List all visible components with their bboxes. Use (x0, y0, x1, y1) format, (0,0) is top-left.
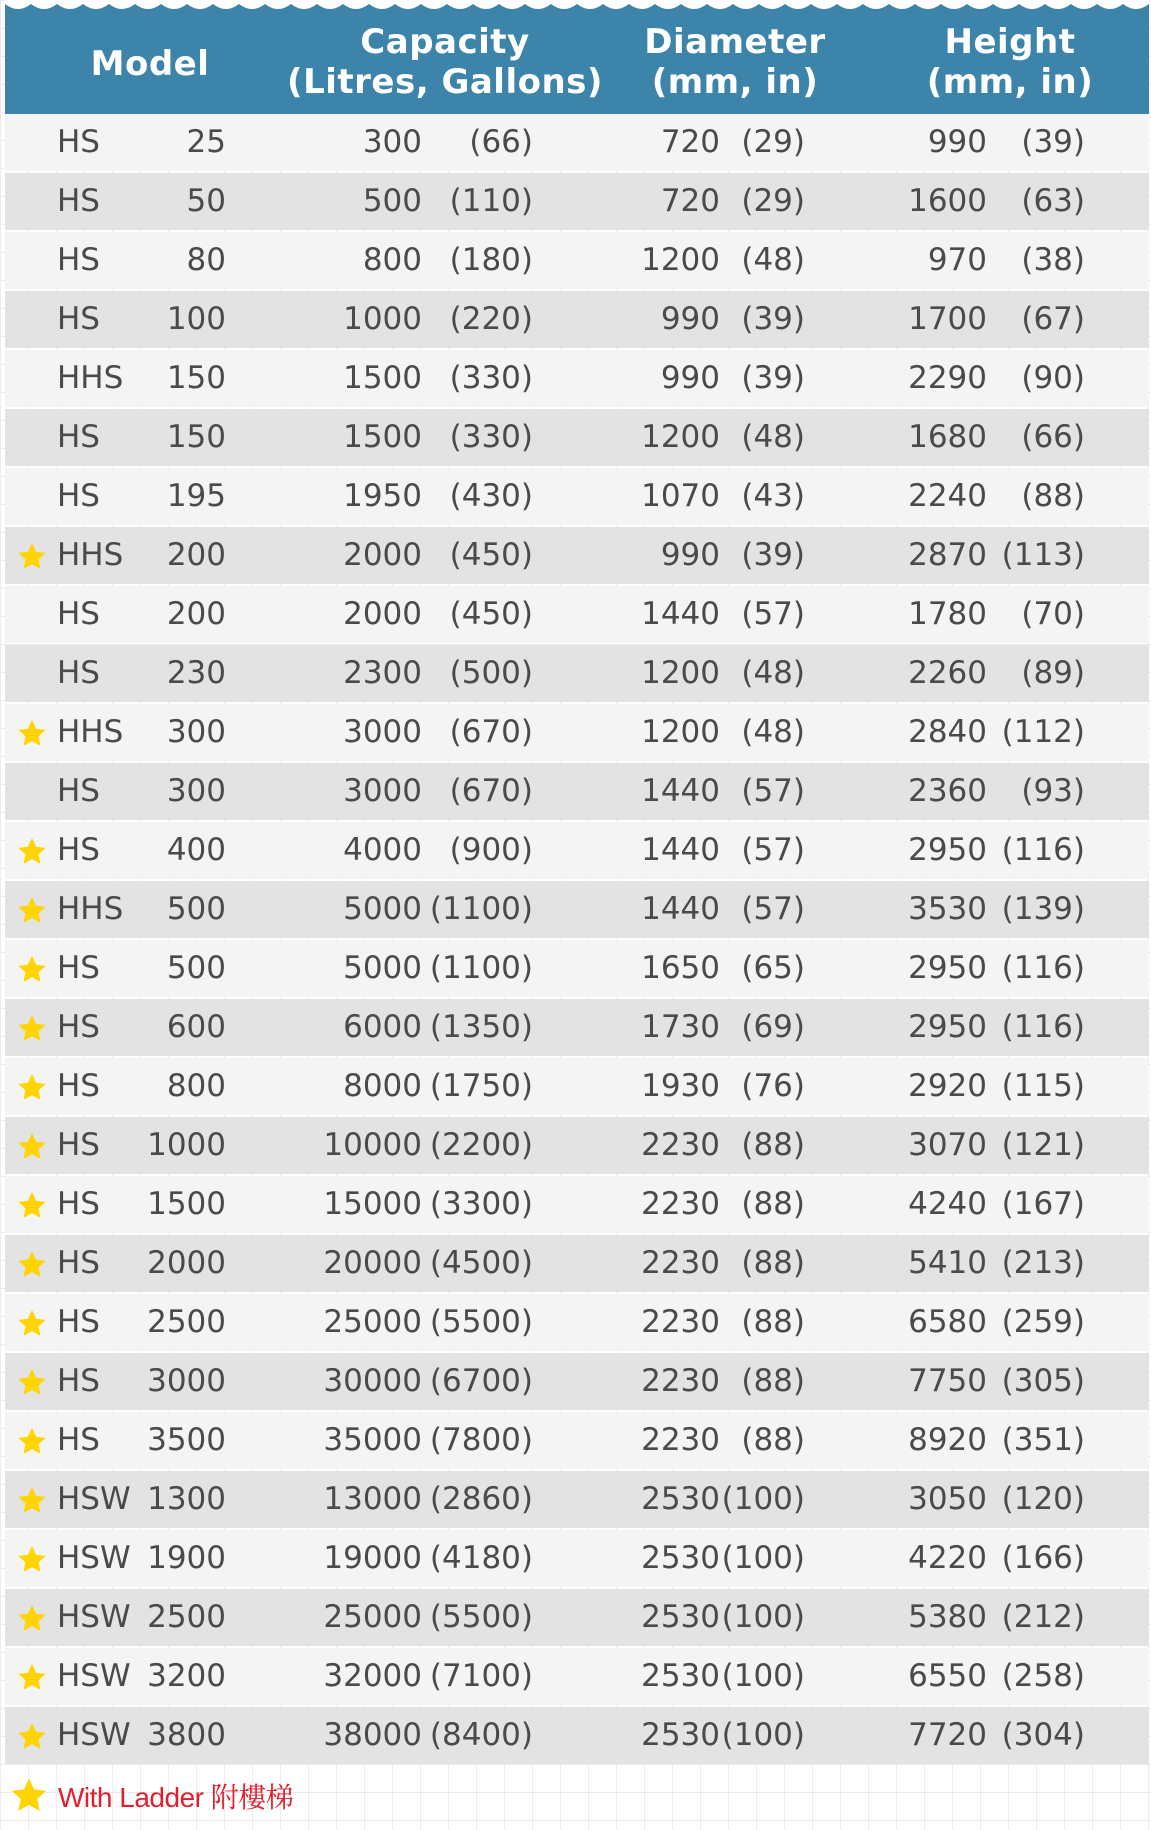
capacity-gallons: (670) (449, 773, 533, 809)
diameter-in: (65) (741, 950, 805, 986)
star-icon (15, 1190, 49, 1222)
diameter-in: (100) (721, 1540, 805, 1576)
table-row (5, 1530, 1149, 1587)
capacity-litres: 500 (362, 183, 422, 219)
height-in: (67) (1021, 301, 1085, 337)
diameter-mm: 720 (660, 124, 720, 160)
model-prefix: HSW (57, 1599, 131, 1635)
capacity-litres: 5000 (343, 950, 422, 986)
model-prefix: HSW (57, 1540, 131, 1576)
star-icon (15, 1367, 49, 1399)
model-prefix: HSW (57, 1481, 131, 1517)
height-in: (66) (1021, 419, 1085, 455)
capacity-litres: 20000 (323, 1245, 422, 1281)
table-row (5, 704, 1149, 761)
model-prefix: HS (57, 1127, 100, 1163)
height-mm: 7750 (908, 1363, 987, 1399)
capacity-gallons: (7100) (429, 1658, 533, 1694)
model-number: 1300 (147, 1481, 226, 1517)
capacity-gallons: (66) (469, 124, 533, 160)
capacity-litres: 800 (362, 242, 422, 278)
capacity-litres: 2300 (343, 655, 422, 691)
model-prefix: HS (57, 950, 100, 986)
capacity-litres: 19000 (323, 1540, 422, 1576)
header-capacity-units: (Litres, Gallons) (287, 62, 603, 102)
capacity-gallons: (110) (449, 183, 533, 219)
table-row (5, 232, 1149, 289)
diameter-mm: 2530 (641, 1717, 720, 1753)
model-number: 80 (186, 242, 226, 278)
diameter-mm: 720 (660, 183, 720, 219)
model-prefix: HS (57, 419, 100, 455)
star-icon (15, 1249, 49, 1281)
diameter-in: (100) (721, 1599, 805, 1635)
diameter-mm: 990 (660, 301, 720, 337)
capacity-litres: 25000 (323, 1599, 422, 1635)
capacity-gallons: (180) (449, 242, 533, 278)
header-diameter-units: (mm, in) (651, 62, 819, 102)
table-row (5, 350, 1149, 407)
model-prefix: HS (57, 1009, 100, 1045)
model-prefix: HS (57, 832, 100, 868)
diameter-mm: 2230 (641, 1245, 720, 1281)
table-header (5, 0, 1149, 114)
capacity-gallons: (7800) (429, 1422, 533, 1458)
diameter-in: (88) (741, 1422, 805, 1458)
star-icon (15, 895, 49, 927)
table-row (5, 1471, 1149, 1528)
height-mm: 5380 (908, 1599, 987, 1635)
diameter-in: (100) (721, 1717, 805, 1753)
model-number: 2500 (147, 1304, 226, 1340)
diameter-in: (29) (741, 124, 805, 160)
diameter-mm: 990 (660, 360, 720, 396)
height-in: (116) (1001, 1009, 1085, 1045)
model-number: 3500 (147, 1422, 226, 1458)
diameter-in: (39) (741, 537, 805, 573)
model-number: 1500 (147, 1186, 226, 1222)
height-in: (120) (1001, 1481, 1085, 1517)
capacity-gallons: (5500) (429, 1304, 533, 1340)
table-row (5, 1117, 1149, 1174)
header-model: Model (90, 44, 210, 84)
height-in: (116) (1001, 832, 1085, 868)
model-prefix: HS (57, 1363, 100, 1399)
height-mm: 2920 (908, 1068, 987, 1104)
diameter-in: (88) (741, 1245, 805, 1281)
height-mm: 3070 (908, 1127, 987, 1163)
model-number: 500 (166, 950, 226, 986)
header-diameter-title: Diameter (644, 22, 826, 62)
height-in: (305) (1001, 1363, 1085, 1399)
model-number: 300 (166, 714, 226, 750)
header-diameter (615, 22, 855, 102)
model-prefix: HS (57, 1422, 100, 1458)
height-in: (258) (1001, 1658, 1085, 1694)
model-number: 300 (166, 773, 226, 809)
height-mm: 2260 (908, 655, 987, 691)
model-number: 195 (166, 478, 226, 514)
header-height-units: (mm, in) (926, 62, 1094, 102)
capacity-litres: 8000 (343, 1068, 422, 1104)
diameter-in: (29) (741, 183, 805, 219)
capacity-gallons: (1100) (429, 950, 533, 986)
height-in: (70) (1021, 596, 1085, 632)
model-prefix: HHS (57, 714, 124, 750)
diameter-in: (48) (741, 655, 805, 691)
capacity-gallons: (3300) (429, 1186, 533, 1222)
height-mm: 970 (927, 242, 987, 278)
height-mm: 5410 (908, 1245, 987, 1281)
capacity-litres: 2000 (343, 596, 422, 632)
model-number: 3000 (147, 1363, 226, 1399)
star-icon (15, 1544, 49, 1576)
height-mm: 2950 (908, 950, 987, 986)
diameter-in: (57) (741, 773, 805, 809)
model-number: 100 (166, 301, 226, 337)
star-icon (15, 1662, 49, 1694)
table-row (5, 1176, 1149, 1233)
capacity-litres: 30000 (323, 1363, 422, 1399)
height-in: (112) (1001, 714, 1085, 750)
model-prefix: HS (57, 183, 100, 219)
diameter-in: (100) (721, 1481, 805, 1517)
capacity-litres: 1000 (343, 301, 422, 337)
model-prefix: HS (57, 596, 100, 632)
diameter-in: (48) (741, 714, 805, 750)
diameter-mm: 1440 (641, 596, 720, 632)
header-capacity-title: Capacity (360, 22, 530, 62)
height-mm: 1600 (908, 183, 987, 219)
model-prefix: HS (57, 1186, 100, 1222)
diameter-in: (39) (741, 360, 805, 396)
table-row (5, 114, 1149, 171)
height-in: (304) (1001, 1717, 1085, 1753)
model-number: 600 (166, 1009, 226, 1045)
table-row (5, 291, 1149, 348)
capacity-gallons: (900) (449, 832, 533, 868)
model-prefix: HS (57, 1304, 100, 1340)
model-number: 2000 (147, 1245, 226, 1281)
legend (8, 1770, 293, 1822)
diameter-mm: 990 (660, 537, 720, 573)
diameter-mm: 2530 (641, 1540, 720, 1576)
diameter-mm: 2530 (641, 1481, 720, 1517)
height-in: (38) (1021, 242, 1085, 278)
capacity-litres: 6000 (343, 1009, 422, 1045)
diameter-in: (43) (741, 478, 805, 514)
model-number: 230 (166, 655, 226, 691)
capacity-litres: 13000 (323, 1481, 422, 1517)
model-number: 1900 (147, 1540, 226, 1576)
capacity-gallons: (1350) (429, 1009, 533, 1045)
capacity-gallons: (1100) (429, 891, 533, 927)
table-row (5, 1648, 1149, 1705)
height-mm: 4220 (908, 1540, 987, 1576)
diameter-mm: 2230 (641, 1304, 720, 1340)
model-prefix: HS (57, 655, 100, 691)
diameter-mm: 2530 (641, 1599, 720, 1635)
capacity-litres: 3000 (343, 773, 422, 809)
capacity-gallons: (4500) (429, 1245, 533, 1281)
model-prefix: HSW (57, 1717, 131, 1753)
height-in: (121) (1001, 1127, 1085, 1163)
height-in: (63) (1021, 183, 1085, 219)
capacity-litres: 10000 (323, 1127, 422, 1163)
diameter-in: (69) (741, 1009, 805, 1045)
model-prefix: HHS (57, 360, 124, 396)
star-icon (15, 1308, 49, 1340)
diameter-in: (48) (741, 242, 805, 278)
diameter-mm: 1200 (641, 242, 720, 278)
model-number: 1000 (147, 1127, 226, 1163)
star-icon (15, 1426, 49, 1458)
star-icon (15, 1072, 49, 1104)
model-number: 150 (166, 360, 226, 396)
height-in: (113) (1001, 537, 1085, 573)
height-mm: 3050 (908, 1481, 987, 1517)
height-mm: 7720 (908, 1717, 987, 1753)
diameter-in: (88) (741, 1127, 805, 1163)
star-icon (15, 1013, 49, 1045)
capacity-gallons: (1750) (429, 1068, 533, 1104)
height-mm: 6580 (908, 1304, 987, 1340)
height-in: (351) (1001, 1422, 1085, 1458)
capacity-litres: 300 (362, 124, 422, 160)
diameter-mm: 2230 (641, 1186, 720, 1222)
height-in: (93) (1021, 773, 1085, 809)
capacity-litres: 32000 (323, 1658, 422, 1694)
model-number: 500 (166, 891, 226, 927)
capacity-gallons: (670) (449, 714, 533, 750)
diameter-mm: 2530 (641, 1658, 720, 1694)
diameter-in: (88) (741, 1186, 805, 1222)
model-number: 3800 (147, 1717, 226, 1753)
capacity-gallons: (450) (449, 537, 533, 573)
capacity-gallons: (6700) (429, 1363, 533, 1399)
capacity-gallons: (450) (449, 596, 533, 632)
capacity-gallons: (330) (449, 360, 533, 396)
capacity-litres: 4000 (343, 832, 422, 868)
height-in: (166) (1001, 1540, 1085, 1576)
model-number: 50 (186, 183, 226, 219)
diameter-in: (57) (741, 891, 805, 927)
table-row (5, 173, 1149, 230)
height-mm: 8920 (908, 1422, 987, 1458)
capacity-gallons: (8400) (429, 1717, 533, 1753)
star-icon (15, 1131, 49, 1163)
capacity-gallons: (430) (449, 478, 533, 514)
height-mm: 2240 (908, 478, 987, 514)
height-in: (39) (1021, 124, 1085, 160)
diameter-mm: 1730 (641, 1009, 720, 1045)
capacity-gallons: (2200) (429, 1127, 533, 1163)
height-mm: 2290 (908, 360, 987, 396)
table-row (5, 1235, 1149, 1292)
diameter-in: (76) (741, 1068, 805, 1104)
table-row (5, 763, 1149, 820)
height-mm: 1680 (908, 419, 987, 455)
table-row (5, 409, 1149, 466)
table-row (5, 1294, 1149, 1351)
star-icon (15, 1721, 49, 1753)
header-height-title: Height (944, 22, 1076, 62)
table-row (5, 822, 1149, 879)
height-in: (88) (1021, 478, 1085, 514)
capacity-gallons: (500) (449, 655, 533, 691)
table-row (5, 1412, 1149, 1469)
legend-text: With Ladder 附樓梯 (58, 1782, 294, 1813)
table-row (5, 468, 1149, 525)
height-mm: 2950 (908, 832, 987, 868)
star-icon (15, 836, 49, 868)
height-in: (89) (1021, 655, 1085, 691)
capacity-litres: 15000 (323, 1186, 422, 1222)
diameter-in: (57) (741, 596, 805, 632)
table-row (5, 1353, 1149, 1410)
diameter-in: (39) (741, 301, 805, 337)
capacity-gallons: (4180) (429, 1540, 533, 1576)
diameter-mm: 2230 (641, 1127, 720, 1163)
diameter-mm: 1440 (641, 832, 720, 868)
model-prefix: HS (57, 773, 100, 809)
table-row (5, 1058, 1149, 1115)
table-row (5, 999, 1149, 1056)
diameter-mm: 1200 (641, 655, 720, 691)
height-in: (213) (1001, 1245, 1085, 1281)
model-number: 3200 (147, 1658, 226, 1694)
capacity-gallons: (5500) (429, 1599, 533, 1635)
star-icon (15, 1485, 49, 1517)
capacity-litres: 35000 (323, 1422, 422, 1458)
table-row (5, 1707, 1149, 1764)
model-number: 400 (166, 832, 226, 868)
height-in: (90) (1021, 360, 1085, 396)
capacity-litres: 1950 (343, 478, 422, 514)
model-prefix: HS (57, 301, 100, 337)
capacity-litres: 38000 (323, 1717, 422, 1753)
star-icon (15, 1603, 49, 1635)
model-number: 25 (186, 124, 226, 160)
model-number: 200 (166, 537, 226, 573)
capacity-litres: 5000 (343, 891, 422, 927)
model-number: 200 (166, 596, 226, 632)
capacity-litres: 3000 (343, 714, 422, 750)
diameter-mm: 1440 (641, 891, 720, 927)
model-number: 2500 (147, 1599, 226, 1635)
diameter-mm: 2230 (641, 1363, 720, 1399)
model-prefix: HS (57, 478, 100, 514)
star-icon (15, 954, 49, 986)
diameter-in: (48) (741, 419, 805, 455)
capacity-gallons: (2860) (429, 1481, 533, 1517)
diameter-mm: 1200 (641, 419, 720, 455)
height-mm: 1700 (908, 301, 987, 337)
height-mm: 3530 (908, 891, 987, 927)
height-mm: 2840 (908, 714, 987, 750)
diameter-in: (100) (721, 1658, 805, 1694)
height-mm: 4240 (908, 1186, 987, 1222)
model-prefix: HS (57, 1068, 100, 1104)
capacity-gallons: (330) (449, 419, 533, 455)
height-mm: 6550 (908, 1658, 987, 1694)
model-prefix: HHS (57, 891, 124, 927)
height-mm: 2360 (908, 773, 987, 809)
model-prefix: HHS (57, 537, 124, 573)
diameter-mm: 1070 (641, 478, 720, 514)
diameter-mm: 2230 (641, 1422, 720, 1458)
diameter-mm: 1440 (641, 773, 720, 809)
spec-table (5, 0, 1149, 1764)
diameter-mm: 1200 (641, 714, 720, 750)
height-in: (116) (1001, 950, 1085, 986)
model-prefix: HS (57, 124, 100, 160)
capacity-gallons: (220) (449, 301, 533, 337)
table-row (5, 940, 1149, 997)
table-row (5, 1589, 1149, 1646)
model-prefix: HS (57, 1245, 100, 1281)
capacity-litres: 1500 (343, 360, 422, 396)
table-row (5, 527, 1149, 584)
capacity-litres: 1500 (343, 419, 422, 455)
diameter-mm: 1930 (641, 1068, 720, 1104)
height-mm: 2950 (908, 1009, 987, 1045)
diameter-in: (88) (741, 1304, 805, 1340)
header-height (885, 22, 1135, 102)
table-body (5, 114, 1149, 1764)
height-mm: 1780 (908, 596, 987, 632)
table-row (5, 586, 1149, 643)
diameter-in: (57) (741, 832, 805, 868)
star-icon (15, 718, 49, 750)
height-in: (167) (1001, 1186, 1085, 1222)
height-mm: 2870 (908, 537, 987, 573)
table-row (5, 645, 1149, 702)
height-in: (139) (1001, 891, 1085, 927)
star-icon (15, 541, 49, 573)
capacity-litres: 2000 (343, 537, 422, 573)
height-in: (259) (1001, 1304, 1085, 1340)
diameter-in: (88) (741, 1363, 805, 1399)
model-number: 800 (166, 1068, 226, 1104)
height-in: (115) (1001, 1068, 1085, 1104)
header-capacity (285, 22, 605, 102)
model-prefix: HS (57, 242, 100, 278)
capacity-litres: 25000 (323, 1304, 422, 1340)
height-mm: 990 (927, 124, 987, 160)
wave-border (5, 0, 1149, 16)
star-icon (8, 1776, 50, 1816)
model-prefix: HSW (57, 1658, 131, 1694)
height-in: (212) (1001, 1599, 1085, 1635)
diameter-mm: 1650 (641, 950, 720, 986)
model-number: 150 (166, 419, 226, 455)
table-row (5, 881, 1149, 938)
